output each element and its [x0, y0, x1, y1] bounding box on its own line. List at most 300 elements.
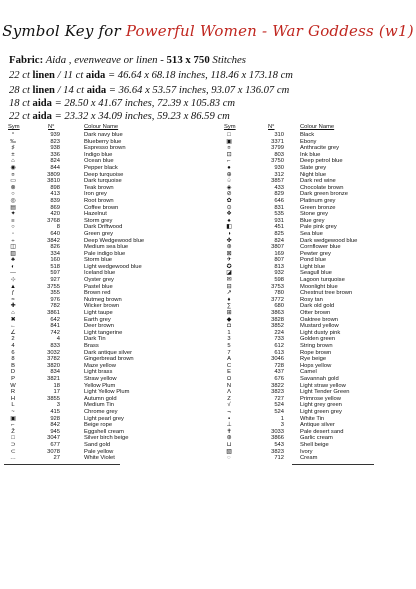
fabric-type: aida — [29, 98, 52, 109]
colour-name: Seagull blue — [300, 270, 332, 277]
symbol-glyph: ⌐ — [11, 422, 15, 429]
symbol-glyph: ○ — [11, 191, 15, 198]
table-row — [0, 303, 416, 310]
floss-number: 727 — [274, 395, 284, 402]
floss-number: 224 — [274, 329, 284, 336]
table-row — [0, 172, 416, 179]
colour-name: Hazelnut — [84, 211, 107, 218]
count-text: 28 ct — [9, 85, 30, 96]
colour-name: Iceland blue — [84, 270, 116, 277]
floss-number: 842 — [50, 422, 60, 429]
colour-name: Slate grey — [300, 164, 327, 171]
symbol-glyph: ⊗ — [10, 184, 16, 191]
table-row — [0, 178, 416, 185]
colour-name: Platinum grey — [300, 197, 336, 204]
colour-name: Dark Driftwood — [84, 224, 123, 231]
symbol-glyph: ⊡ — [226, 151, 232, 158]
symbol-glyph: ◑ — [227, 230, 231, 237]
symbol-glyph: ▣ — [10, 415, 16, 422]
table-row — [0, 449, 416, 456]
floss-number: 524 — [274, 402, 284, 409]
colour-name: Pale yellow — [84, 448, 114, 455]
symbol-glyph: ⊘ — [226, 191, 232, 198]
symbol-glyph: ¤ — [227, 145, 231, 152]
floss-number: 3782 — [47, 356, 60, 363]
fabric-size: 513 x 750 — [166, 54, 210, 66]
colour-name: Pale pink grey — [300, 224, 337, 231]
floss-number: 169 — [274, 250, 284, 257]
symbol-glyph: ▭ — [10, 178, 16, 185]
symbol-glyph: Ž — [11, 428, 15, 435]
floss-number: 825 — [274, 230, 284, 237]
symbol-glyph: ◎ — [10, 197, 16, 204]
floss-number: 677 — [50, 441, 60, 448]
symbol-glyph: ∠ — [10, 329, 16, 336]
colour-name: Chrome grey — [84, 408, 118, 415]
floss-number: 742 — [50, 329, 60, 336]
symbol-glyph: ⊔ — [226, 441, 232, 448]
colour-name: Earth grey — [84, 316, 111, 323]
symbol-glyph: ● — [227, 164, 231, 171]
colour-name: Rope brown — [300, 349, 332, 356]
symbol-glyph: ▪ — [227, 415, 231, 422]
floss-number: 3750 — [271, 158, 284, 165]
fabric-type: linen — [29, 85, 55, 96]
table-row — [0, 356, 416, 363]
table-row — [0, 132, 416, 139]
table-divider — [4, 464, 120, 465]
symbol-glyph: ¤ — [11, 171, 15, 178]
floss-number: 613 — [274, 349, 284, 356]
colour-name: Mustard yellow — [300, 323, 339, 330]
floss-number: 3809 — [47, 171, 60, 178]
colour-name: Silver birch beige — [84, 435, 129, 442]
floss-number: 597 — [50, 270, 60, 277]
fabric-type: aida — [83, 70, 106, 81]
colour-name: Pewter grey — [300, 250, 331, 257]
symbol-glyph: ƒ — [11, 290, 15, 297]
colour-name: Dark old gold — [300, 303, 335, 310]
colour-name: Medium sea blue — [84, 244, 129, 251]
colour-name: Light tangerine — [84, 329, 123, 336]
floss-number: 3852 — [271, 323, 284, 330]
symbol-glyph: W — [10, 382, 16, 389]
count-line — [9, 85, 289, 96]
header-sym-right: Sym — [224, 124, 236, 130]
colour-name: Pale indigo blue — [84, 250, 126, 257]
table-row — [0, 297, 416, 304]
floss-number: 3371 — [271, 138, 284, 145]
symbol-glyph: N — [226, 382, 232, 389]
floss-number: 930 — [274, 164, 284, 171]
symbol-glyph: ± — [11, 151, 15, 158]
symbol-glyph: ▤ — [10, 204, 16, 211]
symbol-glyph: D — [10, 369, 16, 376]
symbol-glyph: ⊛ — [226, 244, 232, 251]
count-text: = 23.32 x 34.09 inches, 59.23 x 86.59 cm — [51, 111, 230, 122]
floss-number: 782 — [50, 303, 60, 310]
symbol-glyph: ◈ — [226, 184, 232, 191]
floss-number: 844 — [50, 164, 60, 171]
colour-name: Oyster grey — [84, 277, 114, 284]
colour-name: Maze yellow — [84, 362, 116, 369]
table-row — [0, 205, 416, 212]
colour-name: Cornflower blue — [300, 244, 341, 251]
colour-name: Savannah gold — [300, 375, 339, 382]
colour-name: Blueberry blue — [84, 138, 122, 145]
colour-name: Light green grey — [300, 408, 342, 415]
colour-name: Antique silver — [300, 422, 335, 429]
symbol-glyph: ⊛ — [226, 435, 232, 442]
colour-name: Primrose yellow — [300, 395, 341, 402]
colour-name: Pastel blue — [84, 283, 113, 290]
colour-name: White Violet — [84, 455, 115, 462]
colour-name: Deep Wedgewood blue — [84, 237, 145, 244]
symbol-glyph: ♠ — [227, 217, 231, 224]
table-row — [0, 290, 416, 297]
table-row — [0, 422, 416, 429]
table-header-left — [0, 124, 416, 132]
symbol-glyph: 7 — [227, 349, 231, 356]
floss-number: 3861 — [47, 310, 60, 317]
floss-number: 3032 — [47, 349, 60, 356]
floss-number: 824 — [274, 237, 284, 244]
table-row — [0, 284, 416, 291]
floss-number: 712 — [274, 455, 284, 462]
table-row — [0, 429, 416, 436]
floss-number: 433 — [274, 184, 284, 191]
floss-number: 826 — [50, 244, 60, 251]
colour-name: Dark turquoise — [84, 178, 122, 185]
colour-name: Yellow Plum — [84, 382, 116, 389]
table-row — [0, 336, 416, 343]
table-row — [0, 317, 416, 324]
symbol-glyph: ♯ — [11, 145, 15, 152]
header-no: N° — [48, 124, 55, 130]
colour-name: Iron grey — [84, 191, 107, 198]
colour-name: Deep turquoise — [84, 171, 124, 178]
colour-name: Root brown — [84, 197, 114, 204]
symbol-glyph: ~ — [11, 408, 15, 415]
symbol-glyph: ✝ — [226, 428, 232, 435]
symbol-glyph: — — [10, 270, 16, 277]
floss-number: 676 — [274, 375, 284, 382]
count-text: / 11 ct — [54, 70, 84, 81]
floss-number: 524 — [274, 408, 284, 415]
floss-number: 3821 — [47, 375, 60, 382]
colour-name: Hops yellow — [300, 362, 332, 369]
floss-number: 3828 — [271, 316, 284, 323]
symbol-glyph: ← — [10, 323, 16, 330]
symbol-glyph: ⊞ — [226, 310, 232, 317]
table-row — [0, 402, 416, 409]
floss-number: 3 — [280, 422, 284, 429]
symbol-glyph: ◘ — [227, 323, 231, 330]
floss-number: 927 — [50, 277, 60, 284]
floss-number: 415 — [50, 408, 60, 415]
fabric-type: aida — [29, 111, 52, 122]
table-row — [0, 389, 416, 396]
symbol-glyph: P — [11, 375, 15, 382]
floss-number: 612 — [274, 343, 284, 349]
fabric-type: linen — [29, 70, 55, 81]
symbol-glyph: ❖ — [226, 211, 232, 218]
fabric-label: Fabric: — [9, 54, 44, 66]
colour-name: Nutmeg brown — [84, 296, 122, 303]
count-text: = 46.64 x 68.18 inches, 118.46 x 173.18 cm — [105, 70, 293, 81]
symbol-glyph: ✚ — [10, 303, 16, 310]
floss-number: 931 — [274, 217, 284, 224]
floss-number: 160 — [50, 257, 60, 264]
floss-number: 780 — [274, 290, 284, 297]
floss-number: 646 — [274, 197, 284, 204]
colour-name: Brass — [84, 343, 99, 349]
floss-number: 728 — [274, 362, 284, 369]
colour-name: Cream — [300, 455, 318, 462]
count-text: / 14 ct — [54, 85, 85, 96]
colour-name: Dark green bronze — [300, 191, 349, 198]
colour-name: Light Tender Green — [300, 389, 350, 396]
symbol-glyph: ✖ — [10, 316, 16, 323]
symbol-glyph: ○ — [11, 224, 15, 231]
floss-number: 543 — [274, 441, 284, 448]
table-row — [0, 442, 416, 449]
symbol-glyph: 5 — [227, 343, 231, 349]
floss-number: 3046 — [271, 356, 284, 363]
colour-name: Dark Tin — [84, 336, 106, 343]
fabric-line — [9, 54, 246, 66]
table-row — [0, 323, 416, 330]
colour-name: Camel — [300, 369, 317, 376]
colour-name: Storm blue — [84, 257, 113, 264]
count-text: = 36.64 x 53.57 inches, 93.07 x 136.07 cm — [106, 85, 290, 96]
colour-name: Dark red wine — [300, 178, 336, 185]
symbol-glyph: ▧ — [226, 448, 232, 455]
floss-number: 841 — [50, 323, 60, 330]
symbol-glyph: ▣ — [226, 138, 232, 145]
colour-name: Dark navy blue — [84, 132, 123, 138]
floss-number: 839 — [50, 197, 60, 204]
symbol-glyph: ↗ — [226, 290, 232, 297]
table-row — [0, 145, 416, 152]
table-row — [0, 211, 416, 218]
floss-number: 3810 — [47, 178, 60, 185]
table-row — [0, 231, 416, 238]
table-row — [0, 264, 416, 271]
colour-name: Eggshell cream — [84, 428, 124, 435]
symbol-glyph: 3 — [227, 336, 231, 343]
colour-name: Ink blue — [300, 151, 321, 158]
symbol-glyph: A — [227, 356, 231, 363]
symbol-glyph: Z — [227, 395, 231, 402]
fabric-text: Aida , evenweave or linen - — [45, 54, 164, 66]
floss-number: 938 — [50, 145, 60, 152]
colour-name: Coffee brown — [84, 204, 119, 211]
colour-name: Green bronze — [300, 204, 336, 211]
floss-number: 3823 — [271, 389, 284, 396]
colour-name: Indigo blue — [84, 151, 113, 158]
colour-name: Light straw yellow — [300, 382, 346, 389]
symbol-glyph: C — [226, 362, 232, 369]
floss-number: 869 — [50, 204, 60, 211]
colour-name: Garlic cream — [300, 435, 333, 442]
symbol-glyph: □ — [11, 435, 15, 442]
colour-name: Rosy tan — [300, 296, 323, 303]
table-row — [0, 218, 416, 225]
symbol-glyph: □ — [227, 132, 231, 138]
symbol-glyph: ▥ — [10, 250, 16, 257]
floss-number: 3823 — [271, 448, 284, 455]
colour-name: Stone grey — [300, 211, 329, 218]
floss-number: 831 — [274, 204, 284, 211]
floss-number: 3078 — [47, 448, 60, 455]
floss-number: 640 — [50, 230, 60, 237]
floss-number: 3 — [56, 402, 60, 409]
colour-name: Pepper black — [84, 164, 118, 171]
colour-name: Chestnut tree brown — [300, 290, 353, 297]
symbol-glyph: ⊠ — [226, 250, 232, 257]
colour-name: Dark wedgewood blue — [300, 237, 358, 244]
floss-number: 803 — [274, 151, 284, 158]
colour-name: Lagoon turquoise — [300, 277, 345, 284]
symbol-glyph: ◌ — [227, 455, 231, 462]
symbol-glyph: Λ — [227, 389, 231, 396]
floss-number: 3799 — [271, 145, 284, 152]
symbol-key-table — [0, 124, 416, 462]
floss-number: 18 — [53, 382, 60, 389]
colour-name: Ocean blue — [84, 158, 114, 165]
symbol-glyph: 4 — [11, 343, 15, 349]
colour-name: Straw yellow — [84, 375, 117, 382]
fabric-type: aida — [84, 85, 107, 96]
count-text: 22 ct — [9, 111, 30, 122]
count-text: 22 ct — [9, 70, 30, 81]
table-row — [0, 350, 416, 357]
floss-number: 420 — [50, 211, 60, 218]
colour-name: Anthracite grey — [300, 145, 339, 152]
symbol-glyph: ≡ — [11, 217, 15, 224]
colour-name: Light grey green — [300, 402, 342, 409]
symbol-glyph: ✿ — [226, 197, 232, 204]
count-text: = 28.50 x 41.67 inches, 72.39 x 105.83 cm — [51, 98, 236, 109]
floss-number: 336 — [50, 151, 60, 158]
symbol-glyph: ◉ — [10, 164, 16, 171]
table-row — [0, 165, 416, 172]
floss-number: 829 — [274, 191, 284, 198]
symbol-glyph: 8 — [11, 356, 15, 363]
table-row — [0, 251, 416, 258]
colour-name: Pale desert sand — [300, 428, 344, 435]
floss-number: 598 — [274, 277, 284, 284]
symbol-glyph: H — [10, 395, 16, 402]
floss-number: 3863 — [271, 310, 284, 317]
floss-number: 733 — [274, 336, 284, 343]
table-divider — [292, 464, 374, 465]
symbol-glyph: ¬ — [227, 408, 231, 415]
symbol-glyph: 6 — [11, 349, 15, 356]
symbol-glyph: ▲ — [10, 283, 16, 290]
title-pattern-name: Powerful Women - War Goddess (w1) — [125, 22, 414, 40]
floss-number: 945 — [50, 428, 60, 435]
symbol-glyph: ÷ — [11, 237, 15, 244]
colour-name: Sea blue — [300, 230, 323, 237]
table-row — [0, 376, 416, 383]
colour-name: Night blue — [300, 171, 327, 178]
floss-number: 27 — [53, 455, 60, 462]
colour-name: Shell beige — [300, 441, 329, 448]
table-row — [0, 435, 416, 442]
symbol-glyph: ♣ — [11, 257, 15, 264]
floss-number: 3842 — [47, 237, 60, 244]
floss-number: 898 — [50, 184, 60, 191]
symbol-glyph: 1 — [227, 329, 231, 336]
table-row — [0, 152, 416, 159]
symbol-glyph: ♤ — [226, 178, 232, 185]
symbol-glyph: √ — [227, 402, 231, 409]
colour-name: Light taupe — [84, 310, 113, 317]
floss-number: 928 — [50, 415, 60, 422]
symbol-glyph: R — [10, 389, 16, 396]
symbol-glyph: ⊥ — [226, 422, 232, 429]
colour-name: Storm grey — [84, 217, 113, 224]
floss-number: 3772 — [271, 296, 284, 303]
colour-name: Black — [300, 132, 315, 138]
colour-name: Golden green — [300, 336, 336, 343]
symbol-glyph: ⊕ — [226, 171, 232, 178]
symbol-glyph: ♦ — [227, 296, 231, 303]
colour-name: Light Yellow Plum — [84, 389, 130, 396]
colour-name: Wicker brown — [84, 303, 120, 310]
symbol-glyph: ⌂ — [11, 158, 15, 165]
colour-name: String brown — [300, 343, 333, 349]
symbol-glyph: ° — [11, 132, 15, 138]
floss-number: 3768 — [47, 217, 60, 224]
table-row — [0, 277, 416, 284]
floss-number: 3047 — [47, 435, 60, 442]
floss-number: 3857 — [271, 178, 284, 185]
floss-number: 1 — [280, 415, 284, 422]
colour-name: Otter brown — [300, 310, 331, 317]
symbol-glyph: ◦ — [11, 230, 15, 237]
colour-name: Light wedgewood blue — [84, 263, 142, 270]
table-row — [0, 416, 416, 423]
floss-number: 3033 — [271, 428, 284, 435]
colour-name: Deep petrol blue — [300, 158, 343, 165]
header-sym: Sym — [8, 124, 20, 130]
floss-number: 3753 — [271, 283, 284, 290]
symbol-glyph: ◐ — [11, 263, 15, 270]
symbol-glyph: L — [11, 402, 15, 409]
colour-name: Deer brown — [84, 323, 114, 330]
floss-number: 680 — [274, 303, 284, 310]
count-line — [9, 98, 235, 109]
table-row — [0, 343, 416, 350]
table-row — [0, 455, 416, 462]
floss-number: 807 — [274, 257, 284, 264]
floss-number: 312 — [274, 171, 284, 178]
floss-number: 813 — [274, 263, 284, 270]
table-row — [0, 270, 416, 277]
table-row — [0, 191, 416, 198]
colour-name: Pond blue — [300, 257, 327, 264]
colour-name: Teak brown — [84, 184, 114, 191]
floss-number: 3822 — [271, 382, 284, 389]
colour-name: Ivory — [300, 448, 313, 455]
floss-number: 976 — [50, 296, 60, 303]
floss-number: 3807 — [271, 244, 284, 251]
floss-number: 17 — [53, 389, 60, 396]
colour-name: Rye beige — [300, 356, 327, 363]
